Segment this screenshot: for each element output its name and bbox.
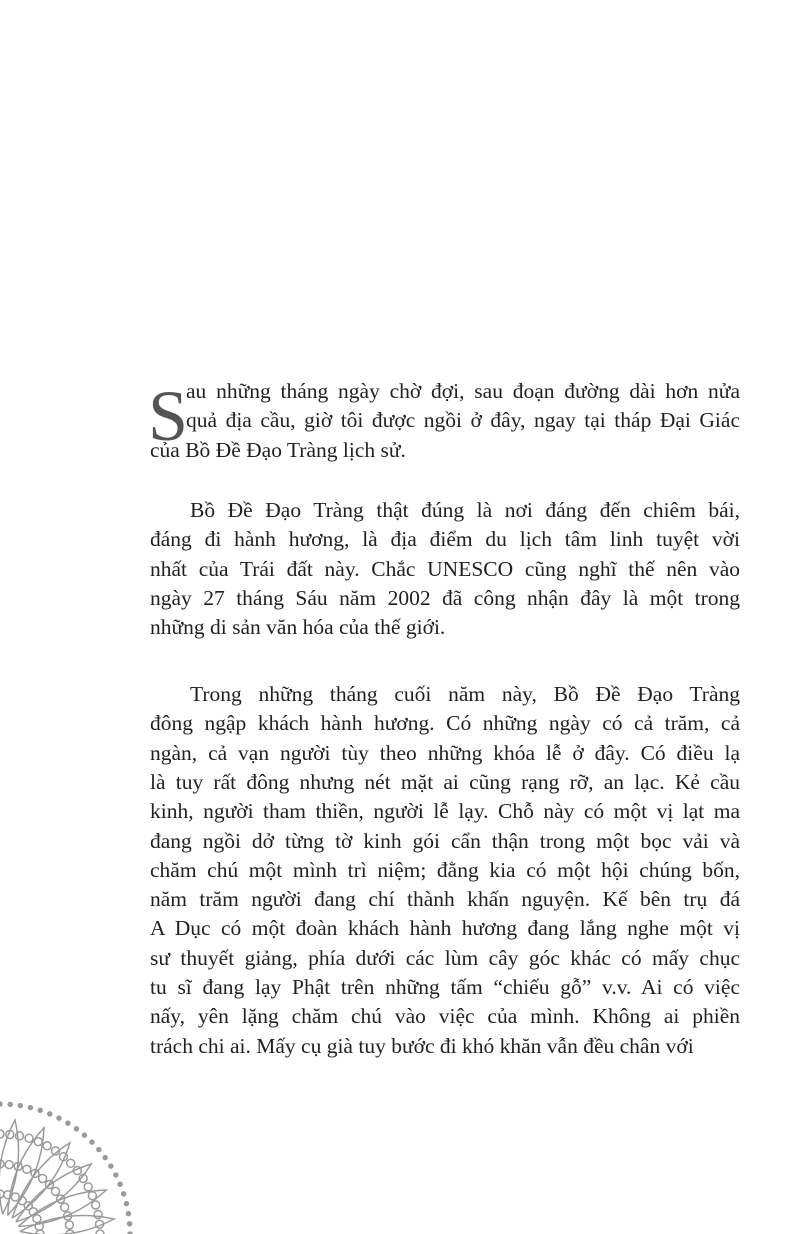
ornament-dot [82, 1133, 86, 1137]
ornament-dot [43, 1142, 51, 1150]
ornament-dot [97, 1148, 101, 1152]
ornament-dot [57, 1116, 61, 1120]
ornament-dot [74, 1127, 78, 1131]
text-line: của Bồ Đề Đạo Tràng lịch sử. [150, 437, 406, 462]
ornament-dot [38, 1108, 42, 1112]
text-line: trách chi ai. Mấy cụ già tuy bước đi khó khăn vẫn đều chân với [150, 1033, 694, 1058]
ornament-dot [92, 1201, 100, 1209]
ornament-dot [18, 1104, 22, 1108]
ornament-dot [28, 1106, 32, 1110]
ornament-dot [103, 1156, 107, 1160]
ornament-dot [96, 1230, 104, 1234]
ornament-dot [23, 1165, 31, 1173]
ornament-dot [0, 1130, 4, 1138]
text-line: A Dục có một đoàn khách hành hương đang lắng nghe một vị [150, 916, 740, 941]
ornament-dot [124, 1202, 128, 1206]
ornament-dot [0, 1102, 2, 1106]
text-line: ngày 27 tháng Sáu năm 2002 đã công nhận đây là một trong [150, 585, 740, 610]
text-line: tu sĩ đang lạy Phật trên những tấm “chiếu gỗ” v.v. Ai có việc [150, 975, 740, 999]
ornament-dot [84, 1183, 92, 1191]
ornament-dot [114, 1173, 118, 1177]
text-line: nấy, yên lặng chăm chú vào việc của mình. Không ai phiền [150, 1004, 740, 1029]
ornament-dot [90, 1140, 94, 1144]
text-line: Bồ Đề Đạo Tràng thật đúng là nơi đáng đến chiêm bái, [190, 498, 740, 522]
text-line: chăm chú một mình trì niệm; đằng kia có một hội chúng bốn, [150, 857, 740, 882]
ornament-dot [8, 1102, 12, 1106]
ornament-dot [52, 1187, 60, 1195]
text-line: sư thuyết giảng, phía dưới các lùm cây góc khác có mấy chục [150, 945, 740, 970]
ornament-dot [25, 1134, 33, 1142]
ornament-dot [65, 1221, 73, 1229]
ornament-dot [61, 1203, 69, 1211]
text-line: kinh, người tham thiền, người lễ lạy. Chỗ này có một vị lạt ma [150, 799, 740, 824]
text-line: nhất của Trái đất này. Chắc UNESCO cũng nghĩ thế nên vào [150, 556, 740, 581]
text-line: là tuy rất đông nhưng nét mặt ai cũng rạng rỡ, an lạc. Kẻ cầu [150, 769, 740, 794]
ornament-dot [67, 1159, 75, 1167]
text-line: đang ngồi dở từng tờ kinh gói cẩn thận trong một bọc vải và [150, 828, 740, 853]
ornament-dot [109, 1164, 113, 1168]
text-line: au những tháng ngày chờ đợi, sau đoạn đường dài hơn nửa [186, 379, 740, 403]
drop-cap: S [148, 376, 189, 456]
text-line: đông ngập khách hành hương. Có những ngày có cả trăm, cả [150, 711, 740, 736]
ornament-dot [48, 1112, 52, 1116]
ornament-dot [122, 1192, 126, 1196]
text-line: những di sản văn hóa của thế giới. [150, 615, 446, 640]
ornament-dot [118, 1182, 122, 1186]
ornament-dot [66, 1121, 70, 1125]
text-line: đáng đi hành hương, là địa điểm du lịch tâm linh tuyệt vời [150, 527, 740, 552]
text-line: Trong những tháng cuối năm này, Bồ Đề Đạo Tràng [190, 682, 740, 706]
text-line: ngàn, cả vạn người tùy theo những khóa lễ ở đây. Có điều lạ [150, 740, 740, 765]
ornament-dot [36, 1230, 44, 1234]
ornament-dot [39, 1174, 47, 1182]
mandala-ornament-icon [0, 1060, 150, 1234]
ornament-dot [126, 1212, 130, 1216]
text-line: quả địa cầu, giờ tôi được ngồi ở đây, ngay tại tháp Đại Giác [186, 408, 740, 433]
text-line: năm trăm người đang chí thành khấn nguyện. Kế bên trụ đá [150, 887, 740, 912]
ornament-dot [128, 1222, 132, 1226]
ornament-dot [5, 1161, 13, 1169]
